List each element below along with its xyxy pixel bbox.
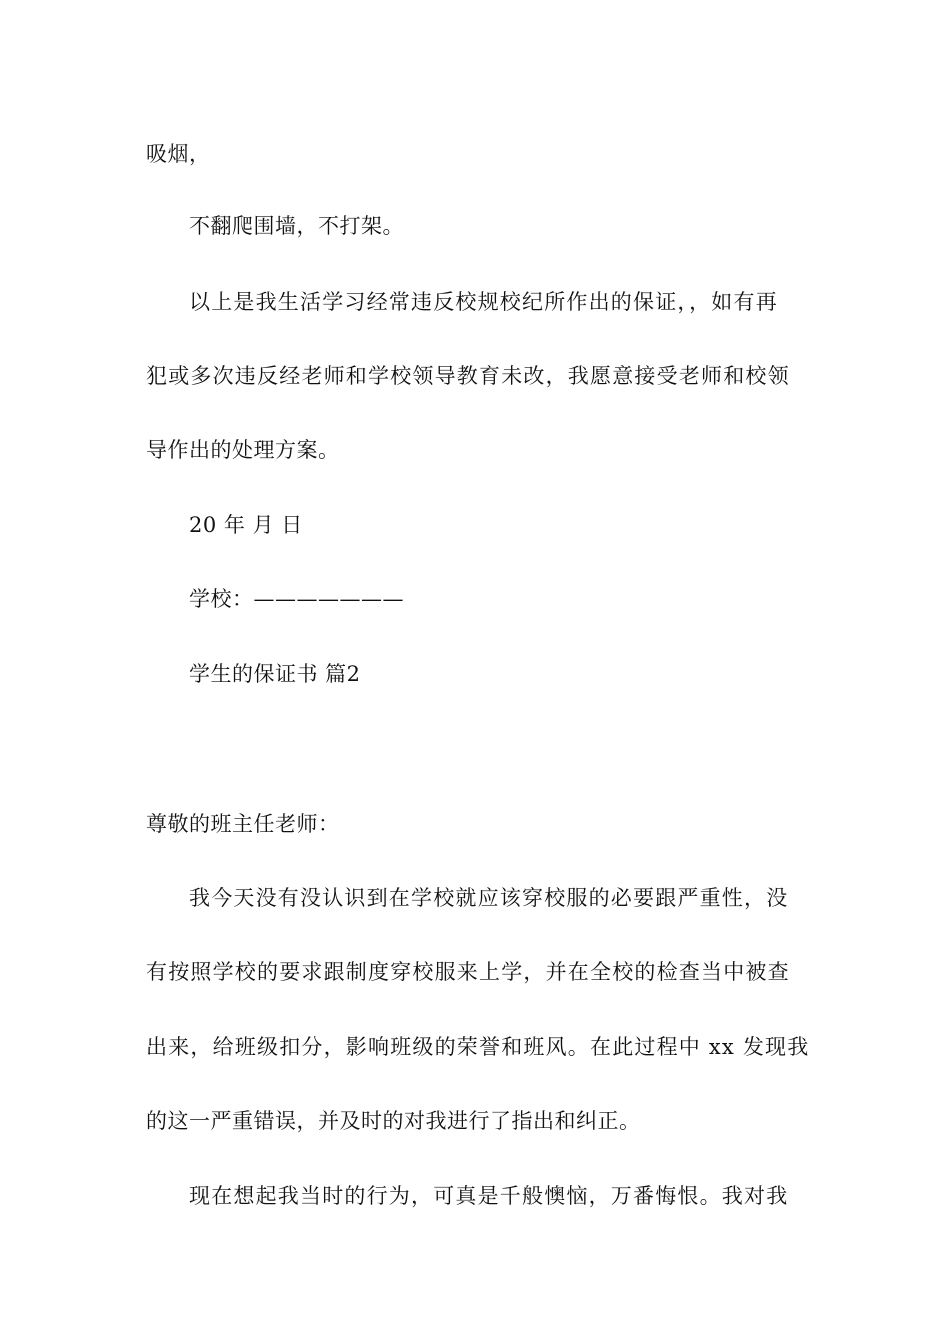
text-line-body-1: 我今天没有没认识到在学校就应该穿校服的必要跟严重性，没	[189, 886, 789, 910]
salutation: 尊敬的班主任老师：	[146, 812, 340, 836]
text-line-smoking: 吸烟，	[146, 142, 211, 166]
date-line: 20 年 月 日	[189, 513, 303, 537]
text-line-body-2: 有按照学校的要求跟制度穿校服来上学，并在全校的检查当中被查	[146, 960, 790, 984]
text-line-body-3: 出来，给班级扣分，影响班级的荣誉和班风。在此过程中 xx 发现我	[146, 1035, 810, 1059]
section-heading: 学生的保证书 篇2	[189, 662, 361, 686]
text-line-guarantee-1: 以上是我生活学习经常违反校规校纪所作出的保证，，如有再	[189, 290, 778, 314]
text-line-body-4: 的这一严重错误，并及时的对我进行了指出和纠正。	[146, 1109, 641, 1133]
text-line-no-climbing: 不翻爬围墙，不打架。	[189, 214, 404, 238]
school-line: 学校：———————	[189, 587, 404, 611]
text-line-body-5: 现在想起我当时的行为，可真是千般懊恼，万番悔恨。我对我	[189, 1184, 789, 1208]
text-line-guarantee-2: 犯或多次违反经老师和学校领导教育未改，我愿意接受老师和校领	[146, 364, 790, 388]
text-line-guarantee-3: 导作出的处理方案。	[146, 438, 340, 462]
